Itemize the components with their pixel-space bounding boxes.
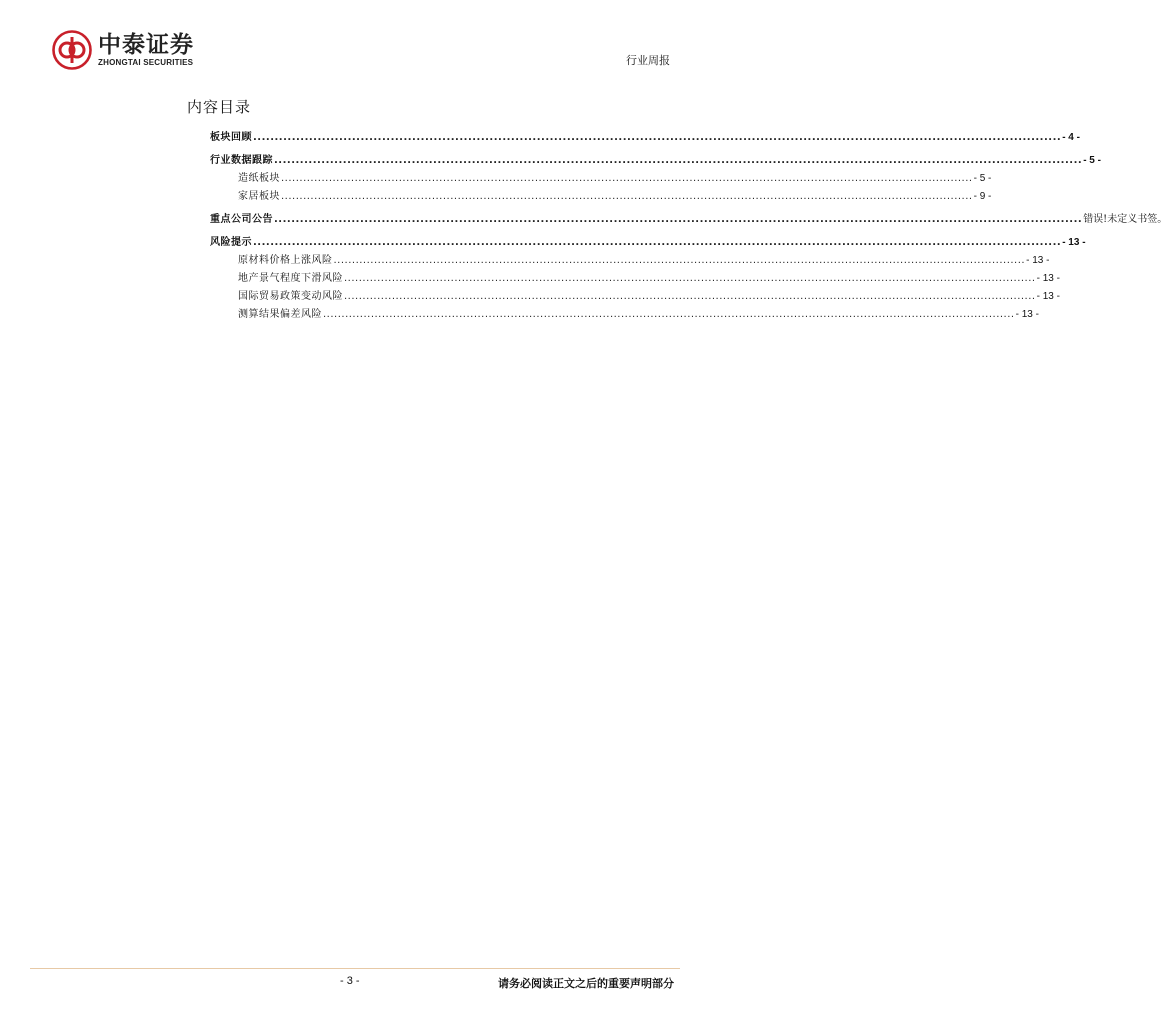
toc-entry[interactable]	[210, 269, 1060, 287]
toc-entry-label: 造纸板块	[238, 173, 280, 184]
page-number: - 3 -	[340, 975, 360, 987]
toc-entry-page: - 13 -	[1036, 273, 1060, 284]
report-type: 行业周报	[626, 54, 670, 67]
toc-entry-page: - 9 -	[973, 191, 992, 202]
toc-entry[interactable]	[210, 187, 992, 205]
toc-entry-page: - 13 -	[1062, 237, 1086, 248]
toc-entry[interactable]	[210, 287, 1060, 305]
toc-entry-label: 重点公司公告	[210, 214, 273, 225]
toc-entry-label: 风险提示	[210, 237, 252, 248]
toc-leader: ............................................................................................................................................................................................	[253, 237, 1062, 248]
toc-entry-page: - 13 -	[1026, 255, 1050, 266]
toc-entry-label: 家居板块	[238, 191, 280, 202]
toc-leader: ............................................................................................................................................................................................	[333, 255, 1026, 266]
footer-divider	[30, 968, 680, 969]
toc-entry-label: 原材料价格上涨风险	[238, 255, 333, 266]
toc-entry-page: - 5 -	[973, 173, 992, 184]
toc-entry-label: 测算结果偏差风险	[238, 309, 322, 320]
toc-entry[interactable]	[210, 233, 1086, 251]
toc-leader: ............................................................................................................................................................................................	[274, 214, 1083, 225]
toc-leader: ............................................................................................................................................................................................	[281, 191, 973, 202]
footer-disclaimer: 请务必阅读正文之后的重要声明部分	[498, 977, 674, 990]
toc-entry[interactable]	[210, 305, 1039, 323]
toc-leader: ............................................................................................................................................................................................	[281, 173, 973, 184]
toc-entry[interactable]	[210, 210, 1167, 228]
toc-entry-page: 错误!未定义书签。	[1083, 214, 1167, 225]
toc-entry[interactable]	[210, 169, 992, 187]
toc-leader: ............................................................................................................................................................................................	[344, 291, 1036, 302]
toc-entry[interactable]	[210, 128, 1080, 146]
toc-entry-label: 板块回顾	[210, 132, 252, 143]
toc-leader: ............................................................................................................................................................................................	[323, 309, 1015, 320]
brand-name-en: ZHONGTAI SECURITIES	[98, 58, 194, 67]
toc-entry-label: 行业数据跟踪	[210, 155, 273, 166]
toc-entry[interactable]	[210, 151, 1101, 169]
toc-entry-page: - 13 -	[1036, 291, 1060, 302]
toc-entry-page: - 4 -	[1062, 132, 1080, 143]
brand-name-cn: 中泰证券	[98, 32, 194, 58]
toc-entry-label: 地产景气程度下滑风险	[238, 273, 343, 284]
table-of-contents	[210, 128, 1167, 323]
toc-leader: ............................................................................................................................................................................................	[274, 155, 1083, 166]
zhongtai-logo-icon	[52, 30, 92, 70]
toc-entry-page: - 13 -	[1015, 309, 1039, 320]
toc-entry[interactable]	[210, 251, 1050, 269]
toc-entry-page: - 5 -	[1083, 155, 1101, 166]
toc-entry-label: 国际贸易政策变动风险	[238, 291, 343, 302]
toc-title: 内容目录	[187, 98, 252, 116]
toc-leader: ............................................................................................................................................................................................	[253, 132, 1062, 143]
toc-leader: ............................................................................................................................................................................................	[344, 273, 1036, 284]
company-logo	[52, 30, 194, 70]
